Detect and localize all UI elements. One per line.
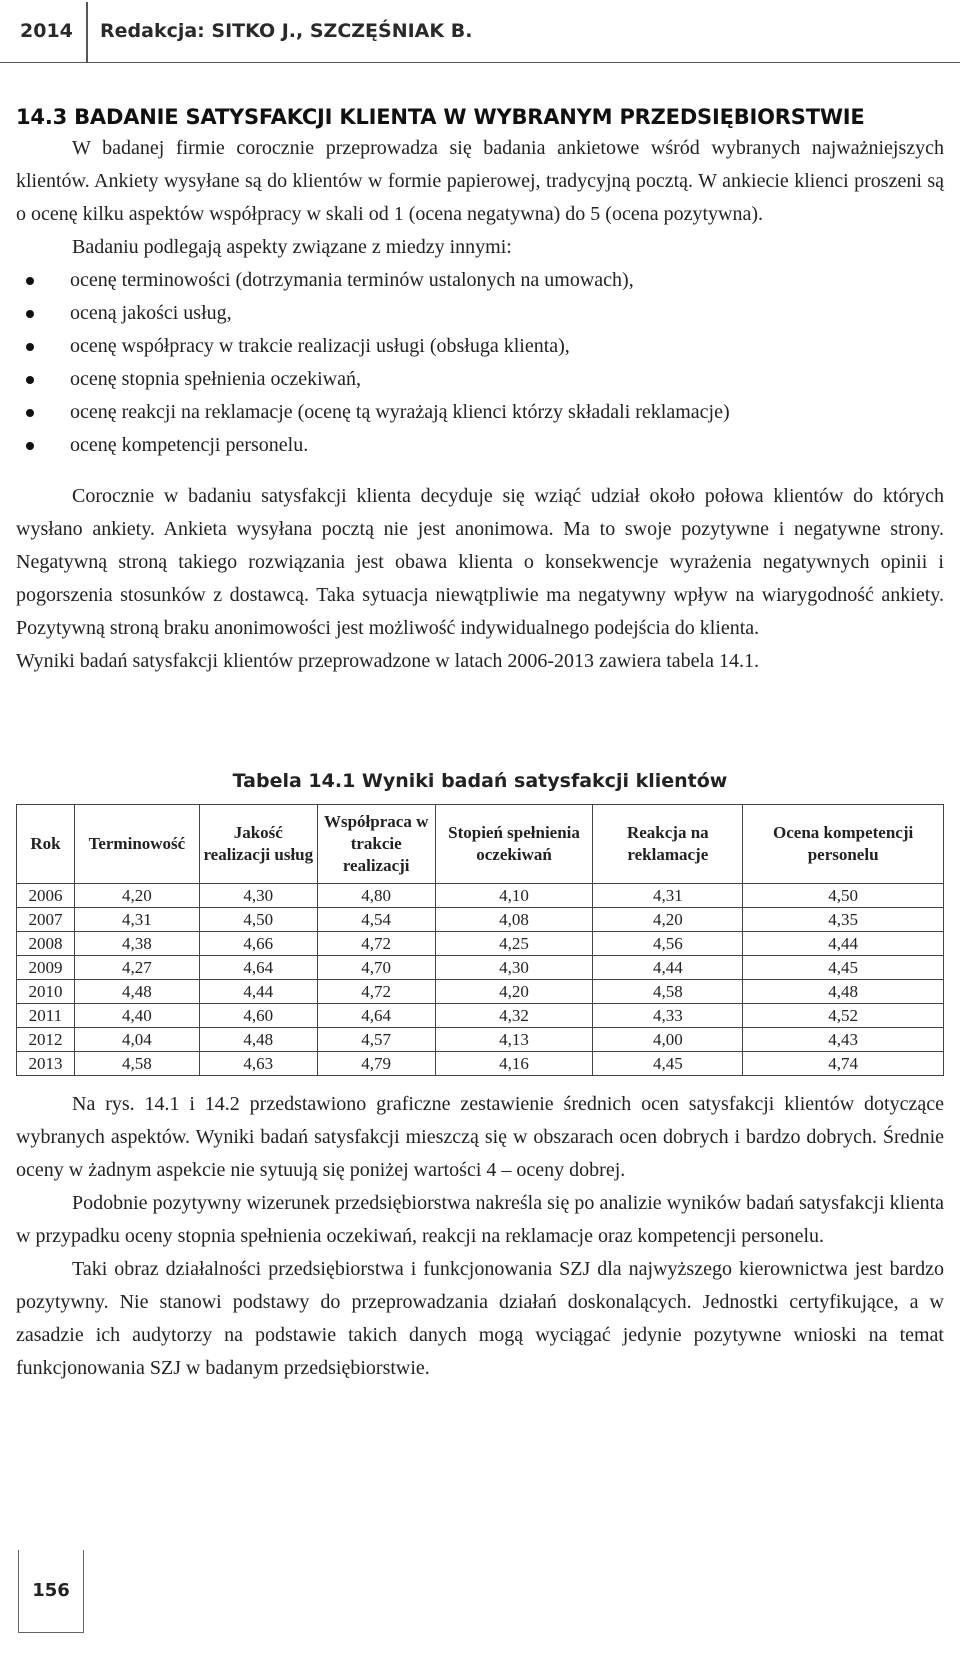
bullet-icon <box>26 277 34 285</box>
closing-paragraph-2: Podobnie pozytywny wizerunek przedsiębiorstwa nakreśla się po analizie wyników badań satysfakcji klienta w przypadku oceny stopnia spełnienia oczekiwań, reakcji na reklamacje oraz kompetencji personelu. <box>16 1192 944 1247</box>
table-row <box>17 908 944 932</box>
table-cell-value: 4,79 <box>317 1052 435 1076</box>
table-cell-value: 4,54 <box>317 908 435 932</box>
table-cell-value: 4,08 <box>435 908 593 932</box>
col-header-competence: Ocena kompetencji personelu <box>743 805 944 884</box>
table-row <box>17 956 944 980</box>
header-divider <box>86 2 88 62</box>
table-cell-value: 4,30 <box>199 884 317 908</box>
table-cell-year: 2010 <box>17 980 75 1004</box>
table-cell-value: 4,45 <box>743 956 944 980</box>
list-item <box>16 264 944 297</box>
list-lead: Badaniu podlegają aspekty związane z miedzy innymi: <box>72 236 512 258</box>
bullet-icon <box>26 343 34 351</box>
table-cell-value: 4,48 <box>743 980 944 1004</box>
table-cell-value: 4,20 <box>74 884 199 908</box>
table-cell-value: 4,44 <box>199 980 317 1004</box>
table-cell-value: 4,13 <box>435 1028 593 1052</box>
table-cell-value: 4,63 <box>199 1052 317 1076</box>
intro-paragraph: W badanej firmie corocznie przeprowadza się badania ankietowe wśród wybranych najważniejszych klientów. Ankiety wysyłane są do klientów w formie papierowej, tradycyjną pocztą. W ankiecie klienci proszeni są o ocenę kilku aspektów współpracy w skali od 1 (ocena negatywna) do 5 (ocena pozytywna). <box>16 137 944 225</box>
table-cell-value: 4,50 <box>743 884 944 908</box>
table-cell-value: 4,33 <box>593 1004 743 1028</box>
table-cell-value: 4,56 <box>593 932 743 956</box>
table-cell-value: 4,30 <box>435 956 593 980</box>
col-header-quality: Jakość realizacji usług <box>199 805 317 884</box>
closing-paragraph-1: Na rys. 14.1 i 14.2 przedstawiono graficzne zestawienie średnich ocen satysfakcji klientów dotyczące wybranych aspektów. Wyniki badań satysfakcji mieszczą się w obszarach ocen dobrych i bardzo dobrych. Średnie oceny w żadnym aspekcie nie sytuują się poniżej wartości 4 – oceny dobrej. <box>16 1093 944 1181</box>
table-caption: Tabela 14.1 Wyniki badań satysfakcji klientów <box>232 770 728 792</box>
table-cell-value: 4,00 <box>593 1028 743 1052</box>
list-item <box>16 396 944 429</box>
list-item <box>16 330 944 363</box>
table-cell-value: 4,64 <box>199 956 317 980</box>
results-table <box>16 804 944 1076</box>
table-cell-year: 2008 <box>17 932 75 956</box>
table-cell-value: 4,44 <box>593 956 743 980</box>
col-header-expectations: Stopień spełnienia oczekiwań <box>435 805 593 884</box>
col-header-timeliness: Terminowość <box>74 805 199 884</box>
closing-text <box>16 1088 944 1385</box>
col-header-year: Rok <box>17 805 75 884</box>
bullet-icon <box>26 442 34 450</box>
table-cell-year: 2013 <box>17 1052 75 1076</box>
header-year: 2014 <box>20 20 73 42</box>
table-cell-value: 4,80 <box>317 884 435 908</box>
table-cell-value: 4,57 <box>317 1028 435 1052</box>
table-row <box>17 932 944 956</box>
section-heading: 14.3 BADANIE SATYSFAKCJI KLIENTA W WYBRANYM PRZEDSIĘBIORSTWIE <box>16 105 865 129</box>
table-cell-value: 4,27 <box>74 956 199 980</box>
table-cell-value: 4,20 <box>593 908 743 932</box>
table-cell-value: 4,32 <box>435 1004 593 1028</box>
table-cell-value: 4,43 <box>743 1028 944 1052</box>
table-cell-value: 4,60 <box>199 1004 317 1028</box>
table-row <box>17 1004 944 1028</box>
table-cell-value: 4,64 <box>317 1004 435 1028</box>
table-cell-value: 4,70 <box>317 956 435 980</box>
anonymity-paragraph: Corocznie w badaniu satysfakcji klienta decyduje się wziąć udział około połowa klientów do których wysłano ankiety. Ankieta wysyłana pocztą nie jest anonimowa. Ma to swoje pozytywne i negatywne strony. Negatywną stroną takiego rozwiązania jest obawa klienta o konsekwencje wyrażenia negatywnych opinii i pogorszenia stosunków z dostawcą. Taka sytuacja niewątpliwie ma negatywny wpływ na wiarygodność ankiety. Pozytywną stroną braku anonimowości jest możliwość indywidualnego podejścia do klienta. <box>16 485 944 639</box>
table-row <box>17 884 944 908</box>
table-cell-value: 4,20 <box>435 980 593 1004</box>
bullet-icon <box>26 310 34 318</box>
table-cell-value: 4,74 <box>743 1052 944 1076</box>
list-item-text: oceną jakości usług, <box>70 302 232 324</box>
table-cell-value: 4,45 <box>593 1052 743 1076</box>
list-item-text: ocenę terminowości (dotrzymania terminów ustalonych na umowach), <box>70 269 634 291</box>
table-row <box>17 1028 944 1052</box>
list-item-text: ocenę stopnia spełnienia oczekiwań, <box>70 368 361 390</box>
col-header-complaints: Reakcja na reklamacje <box>593 805 743 884</box>
table-cell-value: 4,04 <box>74 1028 199 1052</box>
table-cell-value: 4,72 <box>317 932 435 956</box>
page-number-box <box>18 1550 84 1633</box>
table-cell-value: 4,38 <box>74 932 199 956</box>
table-cell-value: 4,16 <box>435 1052 593 1076</box>
list-item-text: ocenę kompetencji personelu. <box>70 434 309 456</box>
table-reference-paragraph: Wyniki badań satysfakcji klientów przeprowadzone w latach 2006-2013 zawiera tabela 14.1. <box>16 650 759 672</box>
table-cell-value: 4,66 <box>199 932 317 956</box>
table-cell-year: 2007 <box>17 908 75 932</box>
table-cell-value: 4,25 <box>435 932 593 956</box>
table-cell-year: 2009 <box>17 956 75 980</box>
running-header <box>0 0 960 62</box>
table-cell-value: 4,35 <box>743 908 944 932</box>
col-header-cooperation: Współpraca w trakcie realizacji <box>317 805 435 884</box>
bullet-icon <box>26 376 34 384</box>
table-cell-value: 4,52 <box>743 1004 944 1028</box>
bullet-icon <box>26 409 34 417</box>
table-cell-value: 4,40 <box>74 1004 199 1028</box>
table-cell-value: 4,48 <box>74 980 199 1004</box>
table-cell-value: 4,31 <box>74 908 199 932</box>
header-rule <box>0 62 960 63</box>
list-item-text: ocenę współpracy w trakcie realizacji usługi (obsługa klienta), <box>70 335 570 357</box>
table-header-row <box>17 805 944 884</box>
table-cell-value: 4,48 <box>199 1028 317 1052</box>
table-cell-value: 4,58 <box>593 980 743 1004</box>
table-cell-year: 2011 <box>17 1004 75 1028</box>
table-cell-value: 4,31 <box>593 884 743 908</box>
table-row <box>17 1052 944 1076</box>
closing-paragraph-3: Taki obraz działalności przedsiębiorstwa i funkcjonowania SZJ dla najwyższego kierownictwa jest bardzo pozytywny. Nie stanowi podstawy do przeprowadzania działań doskonalących. Jednostki certyfikujące, a w zasadzie ich audytorzy na podstawie takich danych mogą wyciągać jedynie pozytywne wnioski na temat funkcjonowania SZJ w badanym przedsiębiorstwie. <box>16 1258 944 1379</box>
table-cell-value: 4,44 <box>743 932 944 956</box>
table-cell-value: 4,10 <box>435 884 593 908</box>
table-cell-year: 2012 <box>17 1028 75 1052</box>
table-cell-value: 4,58 <box>74 1052 199 1076</box>
list-item <box>16 363 944 396</box>
section-body <box>16 92 944 678</box>
table-cell-value: 4,72 <box>317 980 435 1004</box>
aspects-list <box>16 264 944 462</box>
page-number: 156 <box>32 1580 70 1601</box>
table-cell-year: 2006 <box>17 884 75 908</box>
header-editors: Redakcja: SITKO J., SZCZĘŚNIAK B. <box>100 20 473 42</box>
list-item <box>16 297 944 330</box>
table-row <box>17 980 944 1004</box>
list-item <box>16 429 944 462</box>
list-item-text: ocenę reakcji na reklamacje (ocenę tą wyrażają klienci którzy składali reklamacje) <box>70 401 730 423</box>
table-cell-value: 4,50 <box>199 908 317 932</box>
